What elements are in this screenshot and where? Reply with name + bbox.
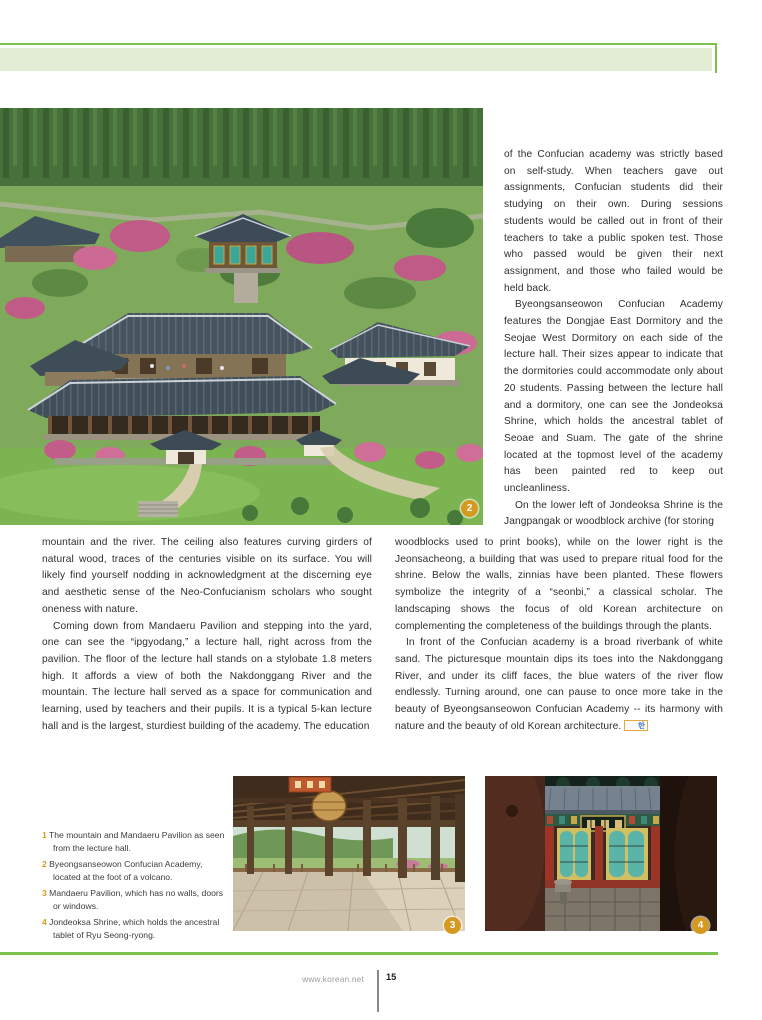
top-green-rule: [0, 43, 717, 45]
article-column-right-bottom: [395, 535, 723, 735]
article-column-left: [42, 535, 372, 735]
shrine-photo: [485, 776, 717, 931]
photo-badge-4: 4: [692, 917, 709, 934]
footer-url: www.korean.net: [302, 974, 364, 984]
caption-number: 4: [42, 917, 47, 928]
paragraph: woodblocks used to print books), while on the lower right is the Jeonsacheong, a building that was used to prepare ritual food for the shrine. Below the walls, zinnias have been planted. These flowers symbolize the integrity of a “seonbi,” a classical scholar. The landscaping shows the focus of old Korean architecture on complementing the completeness of the buildings through the plants.: [395, 537, 723, 632]
photo-badge-2: 2: [461, 500, 478, 517]
article-column-right-top: [504, 147, 723, 531]
caption-number: 2: [42, 859, 47, 870]
caption-text: Byeongsanseowon Confucian Academy, located at the foot of a volcano.: [49, 859, 203, 882]
caption-list: [42, 829, 226, 945]
photo-badge-3: 3: [444, 917, 461, 934]
paragraph-text: In front of the Confucian academy is a broad riverbank of white sand. The picturesque mountain dips its toes into the Nakdonggang River, and under its cliff faces, the blue waters of the river flow endlessly. Turning around, one can pause to once more take in the beauty of Byeongsanseowon Confucian Academy -- its harmony with nature and the beauty of old Korean architecture.: [395, 637, 723, 732]
academy-aerial-illustration: [0, 108, 483, 525]
paragraph: of the Confucian academy was strictly based on self-study. When teachers gave out assignments, Confucian students did their studying on their own. During sessions students would be called out in front of their teachers to take a public spoken test. Those who passed would be given their next assignment, and those who failed would be held back.: [504, 149, 723, 294]
caption-item: [42, 916, 226, 942]
paragraph: [395, 635, 723, 735]
pavilion-interior-photo: [233, 776, 465, 931]
paragraph: On the lower left of Jondeoksa Shrine is the Jangpangak or woodblock archive (for storing: [504, 499, 723, 528]
caption-number: 3: [42, 888, 47, 899]
caption-text: Mandaeru Pavilion, which has no walls, doors or windows.: [49, 888, 224, 911]
footer-divider: [377, 970, 379, 1012]
shrine-illustration: [485, 776, 717, 931]
caption-number: 1: [42, 830, 47, 840]
paragraph: Byeongsanseowon Confucian Academy features the Dongjae East Dormitory and the Seojae West Dormitory on each side of the lecture hall. Their sizes appear to indicate that the dormitories could accommodate only about 20 students. Passing between the lecture hall and a dormitory, one can see the Jondeoksa Shrine, which holds the ancestral tablet of Seoae and Suam. The gate of the shrine located at the topmost level of the academy has been painted red to keep out uncleanliness.: [504, 299, 723, 495]
caption-item: [42, 829, 226, 855]
top-green-rule-right: [715, 43, 717, 73]
caption-item: [42, 887, 226, 913]
caption-text: Jondeoksa Shrine, which holds the ancestral tablet of Ryu Seong-ryong.: [49, 917, 220, 941]
page-number: 15: [386, 972, 397, 982]
bottom-green-rule: [0, 952, 718, 955]
academy-aerial-photo: [0, 108, 483, 525]
top-green-band: [0, 48, 712, 71]
caption-item: [42, 858, 226, 884]
paragraph: mountain and the river. The ceiling also features curving girders of natural wood, traces of the centuries visible on its surface. You will likely find yourself nodding in acknowledgment at the discerning eye and aesthetic sense of the Neo-Confucianism scholars who sought oneness with nature.: [42, 537, 372, 615]
paragraph: Coming down from Mandaeru Pavilion and stepping into the yard, one can see the “ipgyodang,” a lecture hall, right across from the pavilion. The floor of the lecture hall stands on a stylobate 1.8 meters high. It affords a view of both the Nakdonggang River and the mountain. The lecture hall served as a space for communication and learning, used by teachers and their pupils. It is a typical 5-kan lecture hall and is the largest, sturdiest building of the academy. The education: [42, 620, 372, 732]
caption-text: The mountain and Mandaeru Pavilion as seen from the lecture hall.: [49, 830, 225, 853]
hangeul-end-mark: 한: [624, 720, 647, 731]
pavilion-interior-illustration: [233, 776, 465, 931]
